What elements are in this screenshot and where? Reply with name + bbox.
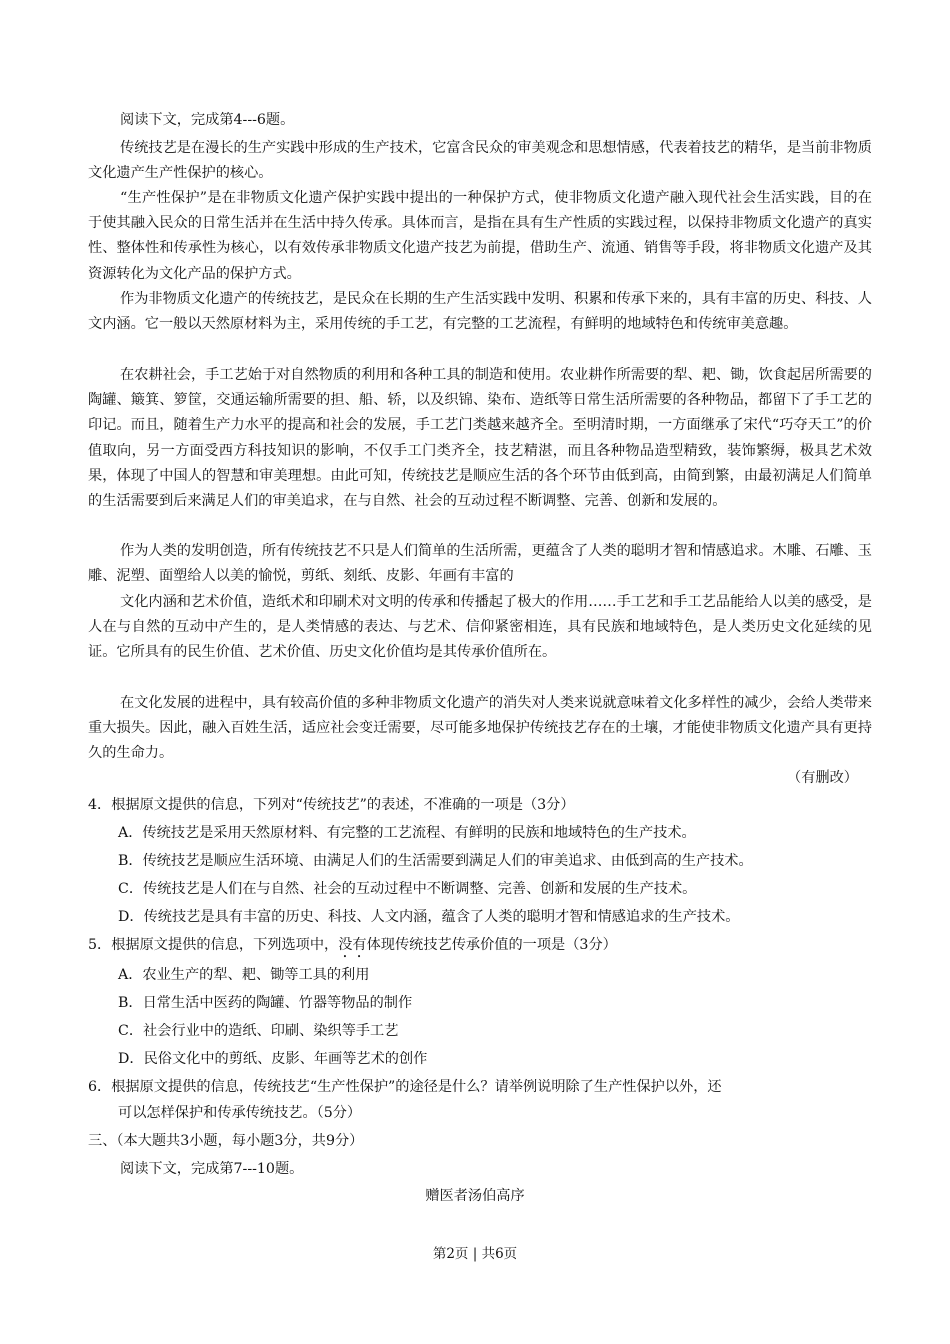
passage-paragraph-5: 作为人类的发明创造，所有传统技艺不只是人们简单的生活所需，更蕴含了人类的聪明才智和情感追求。木雕、石雕、玉雕、泥塑、面塑给人以美的愉悦，剪纸、刻纸、皮影、年画有丰富的 [88,543,872,585]
question-4-stem: 4．根据原文提供的信息，下列对“传统技艺”的表述，不准确的一项是（3分） [88,797,575,813]
question-5-stem [88,933,617,961]
question-4-option-a: A．传统技艺是采用天然原材料、有完整的工艺流程、有鲜明的民族和地域特色的生产技术。 [118,825,696,841]
essay-title: 赠医者汤伯高序 [425,1188,525,1204]
page-footer: 第2页 | 共6页 [432,1246,518,1262]
question-5-option-d: D．民俗文化中的剪纸、皮影、年画等艺术的创作 [118,1051,428,1067]
reading-instruction-2: 阅读下文，完成第7---10题。 [120,1161,304,1177]
question-4-option-b: B．传统技艺是顺应生活环境、由满足人们的生活需要到满足人们的审美追求、由低到高的生产技术。 [118,853,753,869]
source-note: （有删改） [787,770,858,786]
question-6-line-1: 6．根据原文提供的信息，传统技艺“生产性保护”的途径是什么？请举例说明除了生产性保护以外，还 [88,1079,722,1095]
emphasis-text: 没有 [338,937,367,953]
question-5-option-b: B．日常生活中医药的陶罐、竹器等物品的制作 [118,995,413,1011]
question-5-stem-start: 5．根据原文提供的信息，下列选项中， [88,937,339,953]
passage-paragraph-4: 在农耕社会，手工艺始于对自然物质的利用和各种工具的制造和使用。农业耕作所需要的犁、耙、锄，饮食起居所需要的陶罐、簸箕、箩筐，交通运输所需要的担、船、轿，以及织锦、染布、造纸等日常生活所需要的各种物品，都留下了手工艺的印记。而且，随着生产力水平的提高和社会的发展，手工艺门类越来越齐全。至明清时期，一方面继承了宋代“巧夺天工”的价值取向，另一方面受西方科技知识的影响，不仅手工门类齐全，技艺精湛，而且各种物品造型精致，装饰繁缛，极具艺术效果，体现了中国人的智慧和审美理想。由此可知，传统技艺是顺应生活的各个环节由低到高，由简到繁，由最初满足人们简单的生活需要到后来满足人们的审美追求，在与自然、社会的互动过程不断调整、完善、创新和发展的。 [88,367,872,510]
question-4-option-d: D．传统技艺是具有丰富的历史、科技、人文内涵，蕴含了人类的聪明才智和情感追求的生产技术。 [118,909,740,925]
passage-paragraph-7: 在文化发展的进程中，具有较高价值的多种非物质文化遗产的消失对人类来说就意味着文化多样性的减少，会给人类带来重大损失。因此，融入百姓生活，适应社会变迁需要，尽可能多地保护传统技艺存在的土壤，才能使非物质文化遗产具有更持久的生命力。 [88,695,872,762]
question-6-line-2: 可以怎样保护和传承传统技艺。（5分） [118,1105,362,1121]
question-5-option-a: A．农业生产的犁、耙、锄等工具的利用 [118,967,370,983]
section-3-heading: 三、（本大题共3小题，每小题3分，共9分） [88,1133,364,1149]
passage-paragraph-6: 文化内涵和艺术价值，造纸术和印刷术对文明的传承和传播起了极大的作用……手工艺和手工艺品能给人以美的感受，是人在与自然的互动中产生的，是人类情感的表达、与艺术、信仰紧密相连，具有民族和地域特色，是人类历史文化延续的见证。它所具有的民生价值、艺术价值、历史文化价值均是其传承价值所在。 [88,594,872,661]
question-5-option-c: C．社会行业中的造纸、印刷、染织等手工艺 [118,1023,399,1039]
question-4-option-c: C．传统技艺是人们在与自然、社会的互动过程中不断调整、完善、创新和发展的生产技术。 [118,881,697,897]
reading-instruction: 阅读下文，完成第4---6题。 [120,112,295,128]
passage-paragraph-3: 作为非物质文化遗产的传统技艺，是民众在长期的生产生活实践中发明、积累和传承下来的，具有丰富的历史、科技、人文内涵。它一般以天然原材料为主，采用传统的手工艺，有完整的工艺流程，有鲜明的地域特色和传统审美意趣。 [88,291,872,333]
passage-paragraph-1: 传统技艺是在漫长的生产实践中形成的生产技术，它富含民众的审美观念和思想情感，代表着技艺的精华，是当前非物质文化遗产生产性保护的核心。 [88,140,872,182]
question-5-stem-end: 体现传统技艺传承价值的一项是（3分） [366,937,617,953]
passage-paragraph-2: “生产性保护”是在非物质文化遗产保护实践中提出的一种保护方式，使非物质文化遗产融入现代社会生活实践，目的在于使其融入民众的日常生活并在生活中持久传承。具体而言，是指在具有生产性质的实践过程，以保持非物质文化遗产的真实性、整体性和传承性为核心，以有效传承非物质文化遗产技艺为前提，借助生产、流通、销售等手段，将非物质文化遗产及其资源转化为文化产品的保护方式。 [88,190,872,282]
